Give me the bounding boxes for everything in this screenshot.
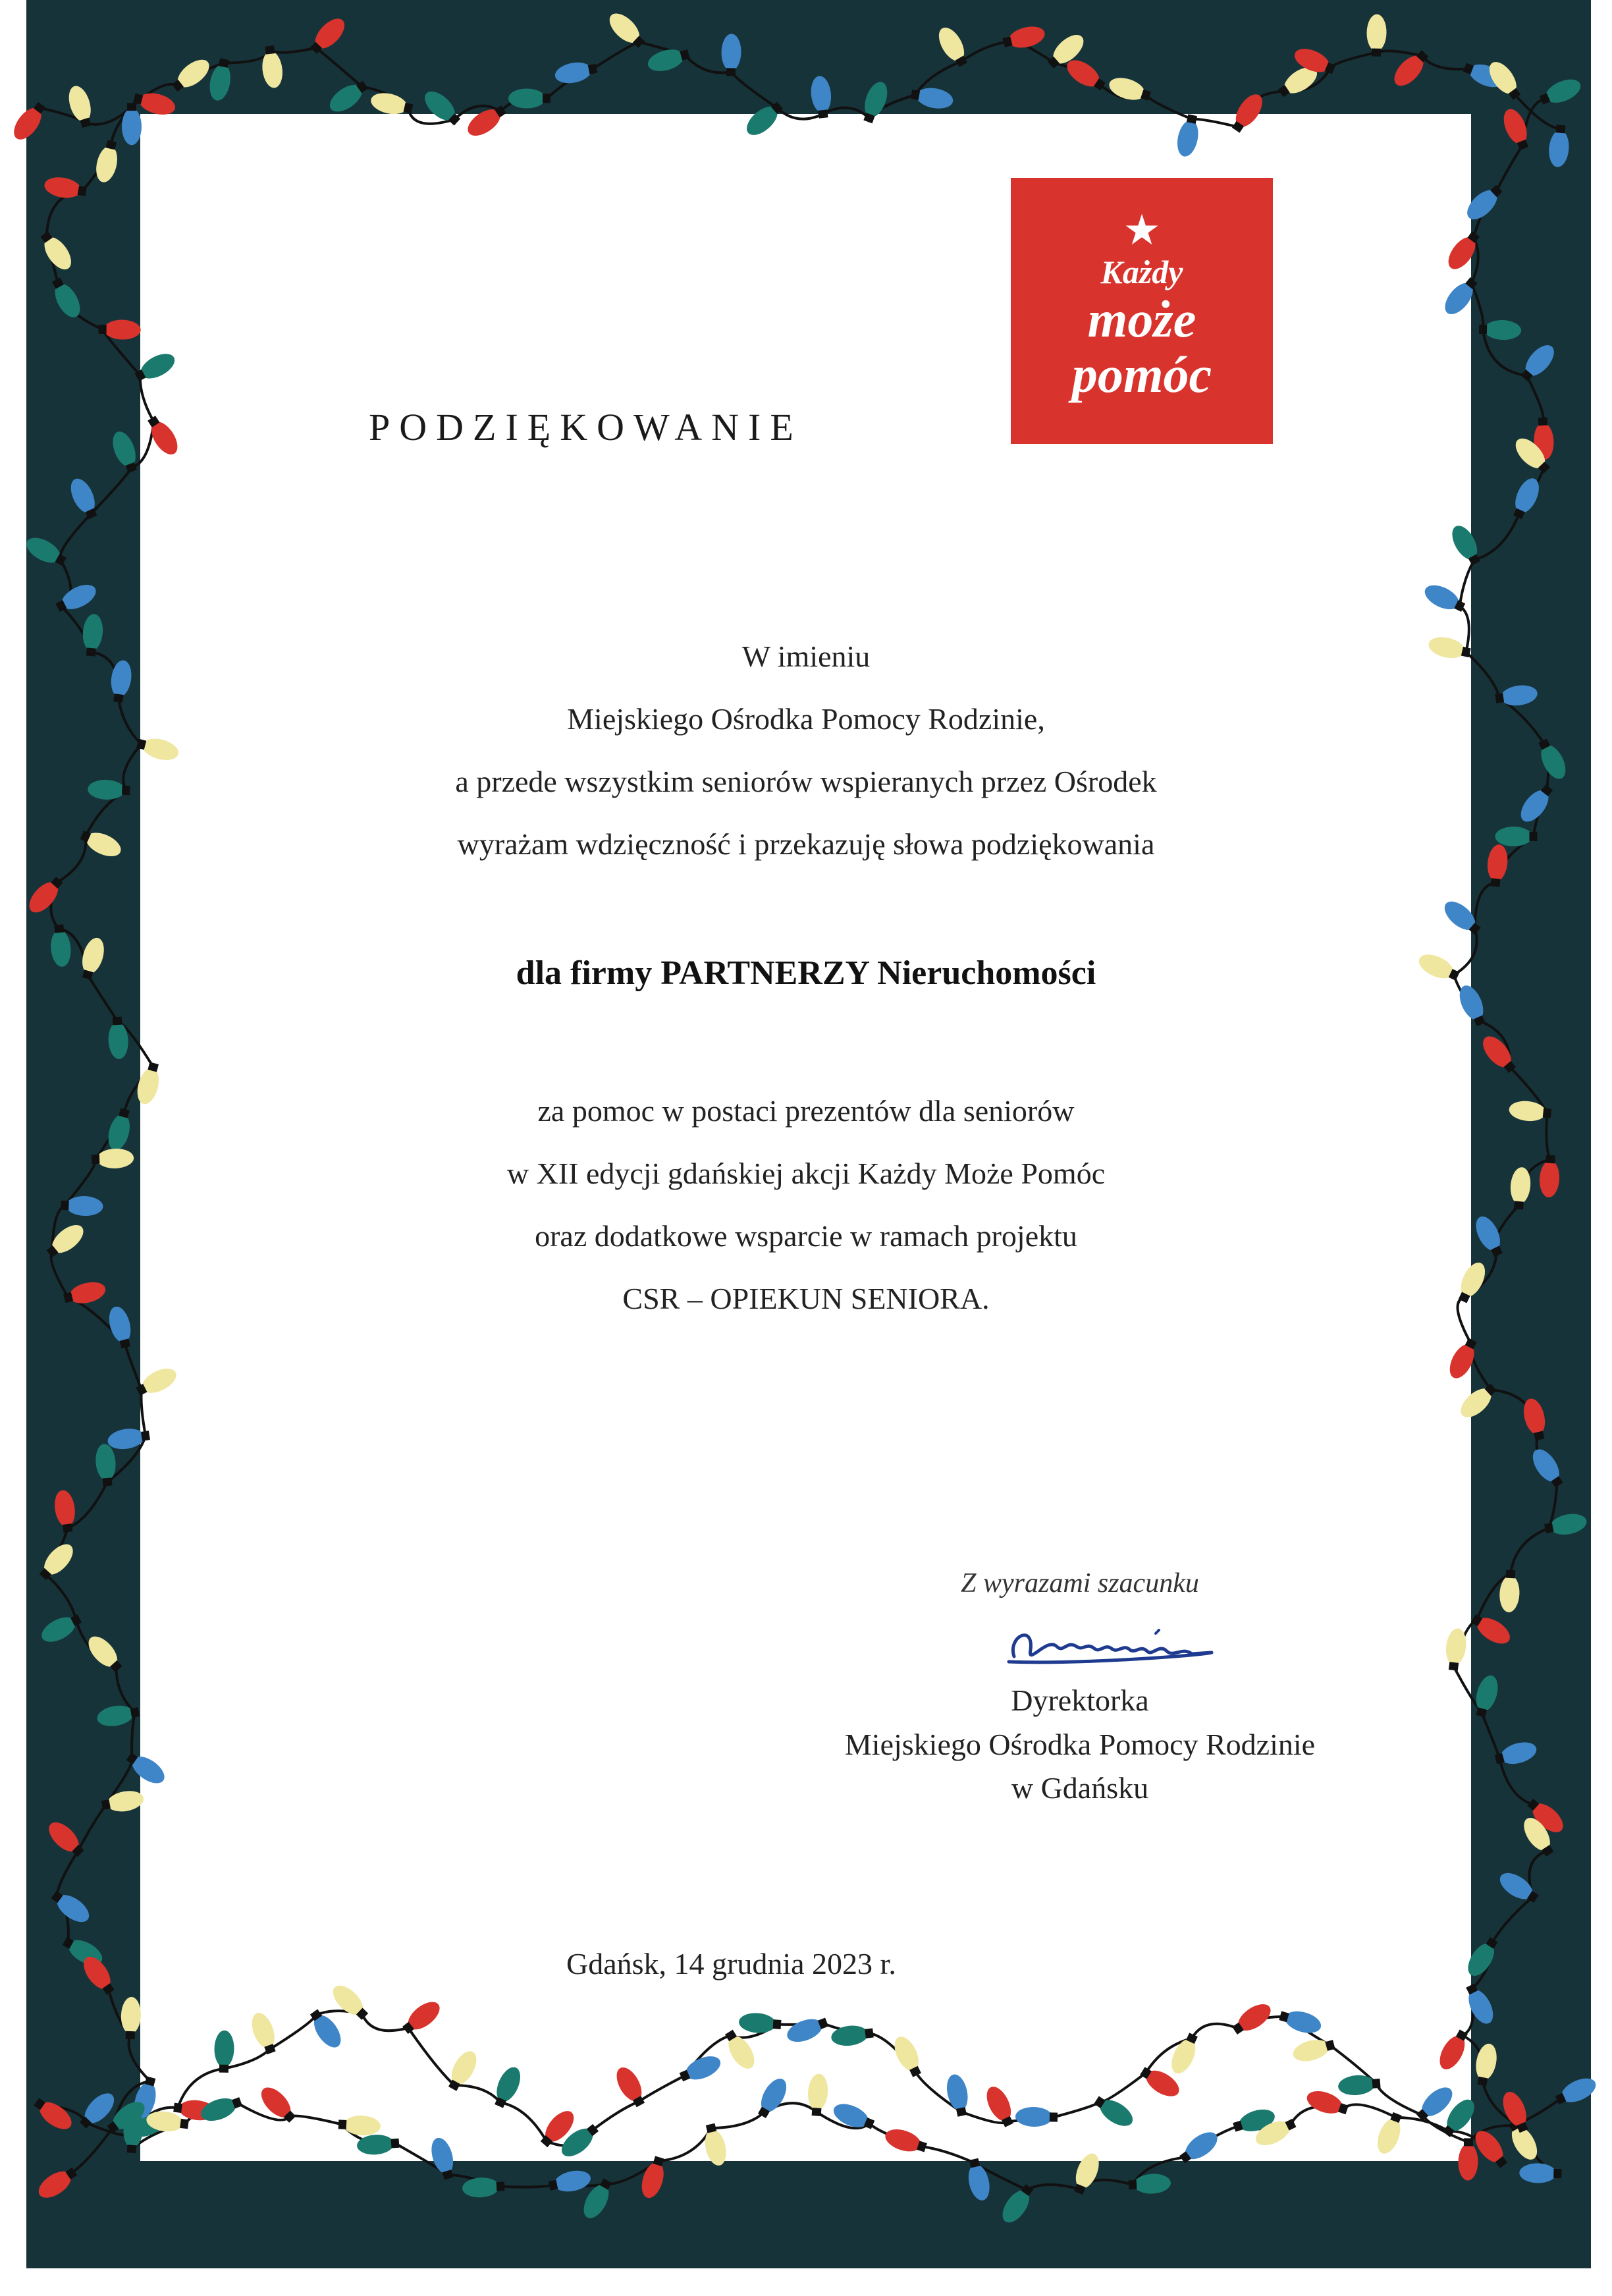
logo-text-line2: może — [1087, 290, 1196, 348]
signatory-city: w Gdańsku — [1011, 1771, 1149, 1805]
intro-line-4: wyrażam wdzięczność i przekazuję słowa podziękowania — [457, 827, 1155, 861]
signatory-role: Dyrektorka — [1011, 1683, 1149, 1717]
handwritten-signature — [994, 1610, 1231, 1683]
intro-line-3: a przede wszystkim seniorów wspieranych przez Ośrodek — [455, 765, 1157, 798]
intro-line-2: Miejskiego Ośrodka Pomocy Rodzinie, — [567, 702, 1045, 736]
reason-line-1: za pomoc w postaci prezentów dla seniorów — [537, 1094, 1075, 1128]
signatory-institution: Miejskiego Ośrodka Pomocy Rodzinie — [844, 1728, 1316, 1761]
recipient-line: dla firmy PARTNERZY Nieruchomości — [516, 954, 1096, 992]
reason-line-3: oraz dodatkowe wsparcie w ramach projektu — [535, 1219, 1077, 1253]
date-line: Gdańsk, 14 grudnia 2023 r. — [566, 1947, 896, 1981]
kazdy-moze-pomoc-logo — [1011, 178, 1273, 444]
logo-text-line3: pomóc — [1071, 346, 1212, 403]
reason-line-2: w XII edycji gdańskiej akcji Każdy Może Pomóc — [506, 1157, 1106, 1190]
document-title: PODZIĘKOWANIE — [369, 406, 803, 449]
star-icon: ★ — [1123, 206, 1161, 255]
reason-line-4: CSR – OPIEKUN SENIORA. — [622, 1282, 990, 1315]
logo-text-line1: Każdy — [1100, 254, 1183, 290]
closing-phrase: Z wyrazami szacunku — [961, 1568, 1199, 1599]
intro-line-1: W imieniu — [741, 640, 871, 673]
